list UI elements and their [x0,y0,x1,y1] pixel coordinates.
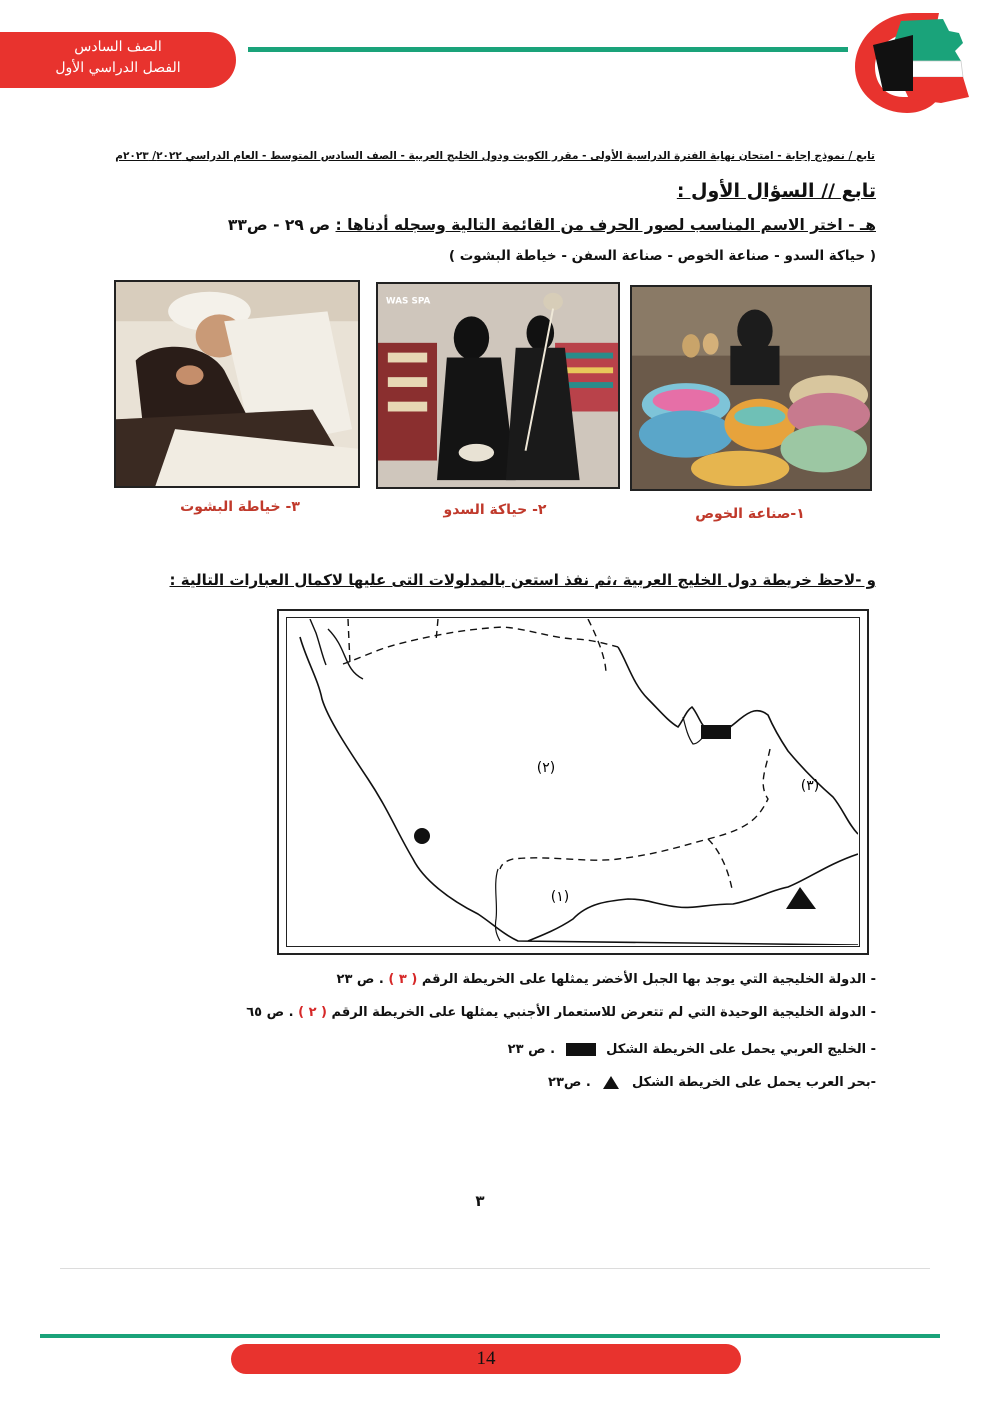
page-divider [60,1268,930,1269]
section-title: تابع // السؤال الأول : [676,180,876,202]
grade-label: الصف السادس [74,39,162,55]
inner-page-number: ٣ [475,1192,485,1210]
map-label-3: (٣) [800,778,820,794]
statement-1-text: - الدولة الخليجية التي يوجد بها الجبل الأخضر يمثلها على الخريطة الرقم [421,972,876,987]
rectangle-symbol-icon [566,1043,596,1056]
statement-3-text: - الخليج العربي يحمل على الخريطة الشكل [606,1042,876,1057]
statement-1-page: . ص ٢٣ [336,972,384,987]
footer-divider [40,1334,940,1338]
statement-2-answer: ( ٢ ) [298,1005,327,1020]
triangle-symbol-icon [603,1076,619,1089]
question-h-text: هـ - اختر الاسم المناسب لصور الحرف من القائمة التالية وسجله أدناها : [335,216,876,234]
gulf-states-map [288,619,858,945]
footer-page-number: 14 [231,1344,741,1374]
statement-3-page: . ص ٢٣ [507,1042,556,1057]
question-h [160,216,876,234]
statement-2 [160,1005,876,1020]
map-sea-triangle [786,887,816,909]
statement-2-text: - الدولة الخليجية الوحيدة التي لم تتعرض للاستعمار الأجنبي يمثلها على الخريطة الرقم [331,1005,876,1020]
photo-palm-weaving [630,285,872,491]
photo-caption-1: ١-صناعة الخوص [695,506,805,522]
photo-bisht-tailoring [114,280,360,488]
question-h-pages: ص ٢٩ - ص٣٣ [227,216,331,234]
photo-caption-2: ٢- حياكة السدو [443,502,547,518]
map-gulf-rectangle [701,725,731,739]
map-label-2: (٢) [536,760,556,776]
statement-4-page: . ص٢٣ [548,1075,591,1090]
word-bank: ( حياكة السدو - صناعة الخوص - صناعة السفن - خياطة البشوت ) [448,248,876,264]
statement-2-page: . ص ٦٥ [246,1005,294,1020]
statement-1-answer: ( ٣ ) [388,972,418,987]
exam-subtitle: تابع / نموذج إجابة - امتحان نهاية الفترة الدراسية الأولى - مقرر الكويت ودول الخليج العربية - الصف السادس المتوسط - العام الدراسي ٢٠٢٢/ ٢٠٢٣م [115,150,875,162]
map-dot [414,828,430,844]
statement-1 [160,972,876,987]
kuwait-map-logo [843,5,983,115]
photo-watermark: WAS SPA [385,296,431,307]
statement-4-text: -بحر العرب يحمل على الخريطة الشكل [631,1075,876,1090]
header-divider [248,47,848,52]
map-label-1: (١) [550,889,570,905]
statement-4 [160,1075,876,1090]
photo-sadu-weaving [376,282,620,489]
question-w: و -لاحظ خريطة دول الخليج العربية ،ثم نفذ استعن بالمدلولات التى عليها لاكمال العبارات التالية : [169,571,876,589]
statement-3 [160,1042,876,1057]
photo-caption-3: ٣- خياطة البشوت [180,499,300,515]
grade-term-tab [0,32,236,88]
term-label: الفصل الدراسي الأول [55,60,181,76]
